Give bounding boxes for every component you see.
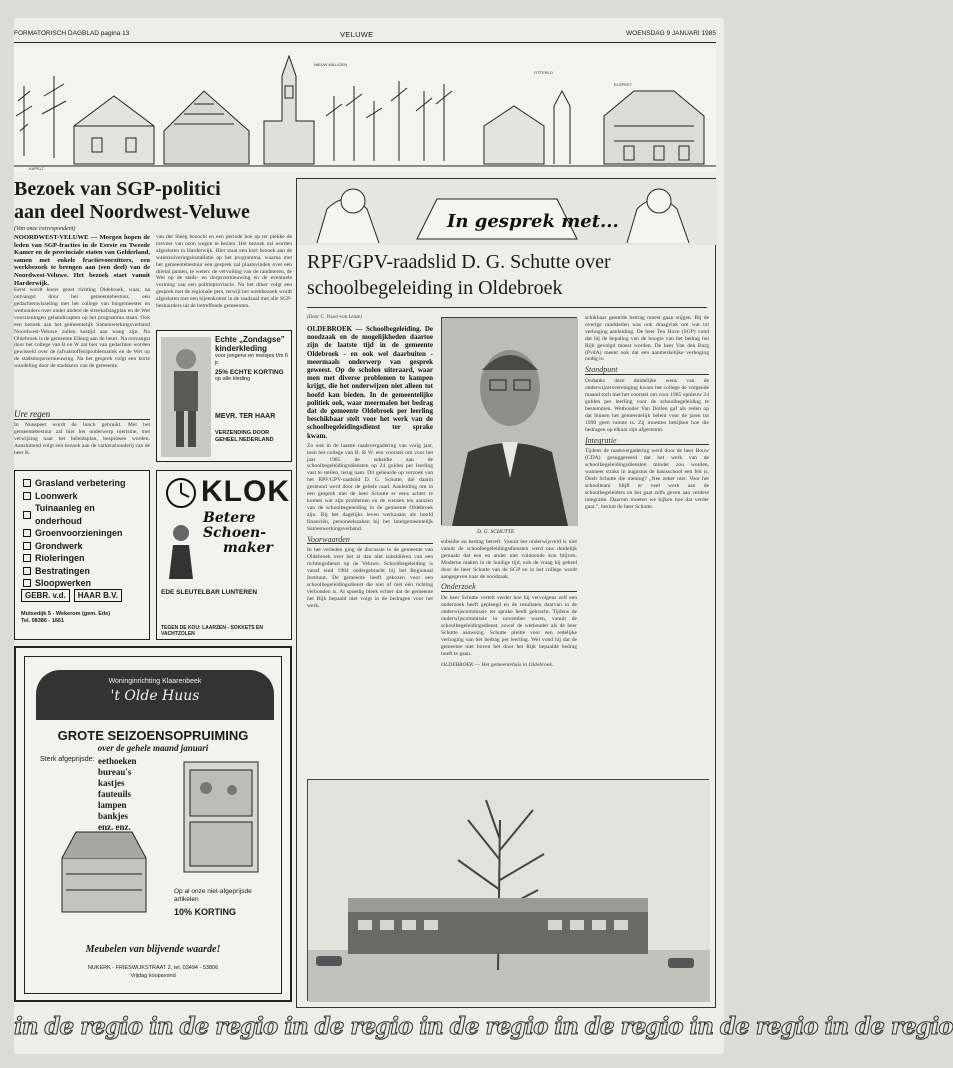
in-gesprek-banner	[297, 179, 717, 245]
article-headline	[14, 178, 296, 224]
feature-mid-1: subsidie en bedrag betreft. Vanuit het onderwijsveld is niet vanuit de schoolbegeleidingsdiensten werd ons duidelijk gemaakt dat een en ander niet voldoende kon blijven. Moderne maken in de huidige tijd, ook de vraag bij geheel door de heer Schutte van de SGP en in het college wordt aangegeven naar de noodzaak.	[441, 539, 577, 580]
town-hall-photo	[307, 779, 709, 1001]
header-rule	[14, 42, 716, 43]
article-body-3: van der Sleeg bezocht en een periode hoe op ter plekke de toevoer van ozon wegen te bezien. Het bezoek zal worden afgesloten in Harderwijk. Hier staat een kort bezoek aan de waterzuiveringsinstallatie op het programma, waarna met het gemeentebestuur een gesprek zal plaatsvinden over een drietal punten, te weten: de vervuiling van de randmeren, de Wet op de stads- en dorpsvernieuwing en de eventuele vorming van een politieprovincie. Na het diner volgt een gesprek met de regionale pers, terwijl het werkbezoek wordt afgesloten met een bijeenkomst in de raadzaal met alle SGP-bestuurders uit de betreffende gemeenten.	[156, 234, 292, 310]
banner-label-3: ELSPEET	[614, 82, 633, 87]
service-item: Sloopwerken	[23, 577, 143, 590]
feature-article	[296, 178, 716, 1008]
feature-byline: (Door C. Visser-van Lenze)	[307, 315, 362, 320]
service-item: Groenvoorzieningen	[23, 527, 143, 540]
feature-mid-caption: OLDEBROEK — Het gemeentehuis in Oldebroek.	[441, 661, 554, 668]
olde-huus-brand: 't Olde Huus	[110, 688, 200, 704]
feature-sub-voorwaarden: Voorwaarden	[307, 537, 433, 545]
service-item: Grasland verbetering	[23, 477, 143, 490]
article-headline-line1: Bezoek van SGP-politici	[14, 178, 221, 200]
banner-label-2: OTTERLO	[534, 70, 553, 75]
olde-huus-subhead: over de gehele maand januari	[97, 743, 209, 753]
article-headline-line2: aan deel Noordwest-Veluwe	[14, 201, 250, 223]
article-column-2	[156, 234, 292, 326]
article-byline: (Van onze correspondent)	[14, 226, 76, 232]
page-header	[14, 30, 724, 42]
olde-huus-item: eethoeken	[98, 756, 137, 766]
klok-slogan-1: Betere	[203, 510, 256, 526]
klok-footer: TEGEN DE KOU: LAARZEN - SOKKETS EN VACHTZOLEN	[161, 625, 263, 637]
olde-huus-slogan: Meubelen van blijvende waarde!	[85, 944, 221, 955]
feature-body-2: In het verleden ging de discussie in de gemeente van Oldebroek over het al dan niet subsidiëren van een richtingsdienst op de Veluwe. Schoolbegeleiding is vanaf eind 1984 ondergebracht bij het Regionaal Instituut. De gemeente heeft gekozen voor een schoolbegeleidingsdienst die niet of met één richting verbonden is. Al spoedig bleek echter dat de gemeente het Rijk bepaald niet volgt in de bedragen voor het werk.	[307, 547, 433, 609]
service-item: Rioleringen	[23, 552, 143, 565]
service-item: Bestratingen	[23, 565, 143, 578]
portrait-caption: D. G. SCHUTTE	[477, 529, 515, 535]
header-section: VELUWE	[340, 30, 374, 39]
company-name-a: GEBR. v.d.	[21, 589, 70, 602]
in-de-regio-banner: in de regio in de regio in de regio in de regio in de regio in de regio in de regio	[14, 1013, 953, 1040]
newspaper-page	[14, 18, 953, 1054]
olde-huus-address: NUKERK - FRIESWIJKSTRAAT 2, tel. 03494 - 53806	[87, 965, 219, 971]
feature-column-2	[441, 539, 577, 773]
feature-headline-line2: schoolbegeleiding in Oldebroek	[307, 277, 563, 299]
ad-kind-title1: Echte „Zondagse”	[215, 335, 285, 344]
olde-huus-item: bankjes	[98, 811, 129, 821]
article-subheading: Ure regen	[14, 409, 150, 420]
cabinet-illustration	[176, 758, 266, 878]
feature-sub-onderzoek: Onderzoek	[441, 584, 577, 592]
banner-label-1: NIEUW MILLIGEN	[314, 62, 348, 67]
portrait-photo	[441, 317, 577, 525]
ad-klok-schoenmaker	[156, 470, 292, 640]
klok-slogan-3: maker	[223, 540, 273, 556]
ad-gebr-vd-haar	[14, 470, 150, 640]
feature-headline-line1: RPF/GPV-raadslid D. G. Schutte over	[307, 251, 611, 273]
article-body-2: In Nunspeet wordt de lunch gebruikt. Met het gemeentebestuur zal hier het onderwerp toerisme, met verwijzing naar het beleidsplan, besproken worden. Aansluitend volgt een bezoek aan de varkenshouderij van de heer K.	[14, 422, 150, 456]
ad-kind-title2: kinderkleding	[215, 344, 268, 353]
article-lead: NOORDWEST-VELUWE — Morgen hopen de leden van SGP-fracties in de Eerste en Tweede Kamer en de provinciale staten van Gelderland, samen met enkele fractievoorzitters, een werkbezoek te brengen aan (een deel) van de Noordwest-Veluwe. Het bezoek start vanuit Harderwijk.	[14, 234, 150, 287]
veluwe-banner-illustration	[14, 46, 716, 172]
ad-olde-huus	[14, 646, 292, 1002]
klok-name: KLOK	[201, 475, 290, 508]
ad-kind-note: op alle kleding	[215, 376, 251, 382]
banner-label-0: KAPELT	[29, 166, 45, 171]
service-item: Grondwerk	[23, 540, 143, 553]
feature-headline	[307, 249, 707, 301]
article-body-1: Eerst wordt koers gezet richting Oldebroek, waar, na ontvangst door het gemeentebestuur, een gedachtenwisseling met het college van burgemeester en wethouders over onder andere de streekafslagplan en de Wet voorzieningen gehandicapten op het programma staan. Ook een bezoek aan het gemeentelijk Samenwerkingsverband Noordwest-Veluwe zullen kastijd aan wang zijn. Na Oldebroek is de gemeente Elburg aan de beurt. Na ontvangst door het college van B en W zal hier van gedachten worden gewisseld over de (afvalstoffen)problematiek en de Wet op de stadsdorpsvernieuwing. Na het gesprek volgt een korte wandeling door de stadskern van de gemeente.	[14, 287, 150, 370]
feature-right-1: schikbaar gestelde bedrag moest gaan stijgen. Bij de overige raadsleden was ook draagvlak om wat tot verhoging aanleiding. De heer Ten Hove (SGP) vond dat bij de bepaling van de hoogte van het bedrag het Rijk gevolgd moest worden. De heer Van den Burg (PvdA) meent ook dat een aanmerkelijke verhoging nodig is.	[585, 315, 709, 363]
olde-huus-discount: 10% KORTING	[174, 907, 237, 917]
olde-huus-note1: Op al onze niet-afgeprijsde	[174, 888, 252, 895]
feature-right-2: Ondanks deze duidelijke wens van de onderwijzersvereniging kwam het college de volgende maand toch met het voorstel om voor 1985 opnieuw 24 gulden per leerling voor de schoolbegeleiding te bestemmen. Wethouder Van Dollen gaf als reden op dat binnen het gemeentelijk beleid voor de jaren tot 1990 geen ruimte is. Zij moesten bekijken hoe die bedragen op elkaar zijn afgestemd.	[585, 378, 709, 433]
service-item: Tuinaanleg en onderhoud	[23, 502, 143, 527]
ad-kinderkleding	[156, 330, 292, 462]
ad-kind-sub: voor jongens en meisjes t/m 6 jr.	[215, 353, 289, 366]
article-body-2-block	[14, 422, 150, 462]
company-address: Mutsedijk 5 - Wekerom (gem. Ede)	[21, 611, 111, 617]
klok-slogan-2: Schoen-	[203, 525, 267, 541]
header-paper-name: FORMATORISCH DAGBLAD pagina 13	[14, 30, 130, 37]
writing-desk-illustration	[56, 828, 152, 918]
child-photo	[161, 337, 211, 457]
feature-body-1: Zo ook in de laatste raadsvergadering van vorig jaar, toen het college van B. & W. een voorstel om voor het jaar 1985 de subsidie aan de schoolbegeleidingsdiensten op 24 gulden per leerling vast te stellen, terug nam. Dit gebeurde op verzoek van het RPF/GPV-raadslid D. G. Schutte, die daarin gesteund werd door de gehele raad. Aanleiding om in een gesprek met de heer Schutte er eens achter te komen wat zijn problemen en de wensen ten aanzien van de schoolbegeleiding in de gemeente Oldebroek zijn. Bij het dagelijks leven werkzaam als hoofd financiën, personeelszaken bij het Intergemeentelijk Samenwerkingsverband.	[307, 442, 433, 532]
olde-huus-headline: GROTE SEIZOENSOPRUIMING	[57, 728, 249, 743]
feature-lead: OLDEBROEK — Schoolbegeleiding. De noodzaak en de mogelijkheden daartoe zijn de laatste tijd in de gemeente Oldebroek - en ook wel daarbuiten - meermaals onderwerp van gesprek geweest. Op de scholen uiteraard, waar men met diverse problemen te kampen krijgt, die het onderwijzen niet alleen tot hoofd kan bieden. In de gemeentelijke politiek ook, waar meermalen het bedrag dat de gemeente Oldebroek per leerling beschikbaar stelt voor het werk van de schoolbegeleidingsdienst ter sprake kwam.	[307, 324, 433, 440]
header-date: WOENSDAG 9 JANUARI 1985	[626, 30, 716, 37]
ad-kind-shop: MEVR. TER HAAR	[215, 413, 276, 420]
olde-huus-item: lampen	[98, 800, 127, 810]
olde-huus-lead: Sterk afgeprijsde:	[40, 756, 95, 763]
feature-column-3	[585, 315, 709, 775]
olde-huus-item: bureau's	[98, 767, 132, 777]
olde-huus-top: Woninginrichting Klaarenbeek	[108, 678, 202, 685]
feature-column-1	[307, 315, 433, 755]
ad-kind-offer: 25% ECHTE KORTING	[215, 369, 284, 376]
olde-huus-hours: Vrijdag koopavond	[130, 973, 176, 979]
feature-sub-standpunt: Standpunt	[585, 367, 709, 375]
olde-huus-note2: artikelen	[174, 896, 199, 903]
feature-sub-integratie: Integratie	[585, 438, 709, 446]
feature-right-3: Tijdens de raadsvergadering werd door de heer Bouw (CDA) gesuggereerd dat het werk van de schoolbegeleidingsdiensten minder zou worden, wanneer straks in augustus de basisschool een feit is. Deelt Schutte die mening? „Nee zeker niet. Voor het schoolteam blijft er veel werk aan de schoolbegeleiders en het gaat zelfs geven aan verdere integratie. Daarom moeten we kijken hoe dat verder gaat.”, besluit de heer Schutte.	[585, 448, 709, 510]
feature-kicker: In gesprek met...	[447, 211, 619, 232]
company-name-b: HAAR B.V.	[74, 589, 122, 602]
olde-huus-item: kastjes	[98, 778, 125, 788]
clock-icon	[163, 475, 203, 511]
olde-huus-item: fauteuils	[98, 789, 132, 799]
feature-mid-2: De heer Schutte vertelt verder hoe hij vervolgens zelf een onderzoek heeft gepleegd en de resultaten daarvan in de onderwijscommissie ter sprake heeft gebracht. Tijdens de onderwijscommissie in november waren, vanuit de schoolbegeleidingsdienst, zowel de wethouder als de heer Schutte aanwezig. Schutte pleitte voor een redelijke verhoging van het bedrag per leerling. Wel vond hij dat de gemeente niet boven het door het Rijk bepaalde bedrag hoeft te gaan.	[441, 595, 577, 657]
ad-kind-footer: VERZENDING DOOR GEHEEL NEDERLAND	[215, 430, 274, 443]
klok-shop: EDE SLEUTELBAR LUNTEREN	[161, 589, 258, 596]
company-phone: Tel. 08386 - 1661	[21, 618, 65, 624]
service-item: Loonwerk	[23, 490, 143, 503]
shoemaker-figure-icon	[163, 521, 199, 581]
olde-huus-item: enz. enz.	[98, 822, 131, 832]
